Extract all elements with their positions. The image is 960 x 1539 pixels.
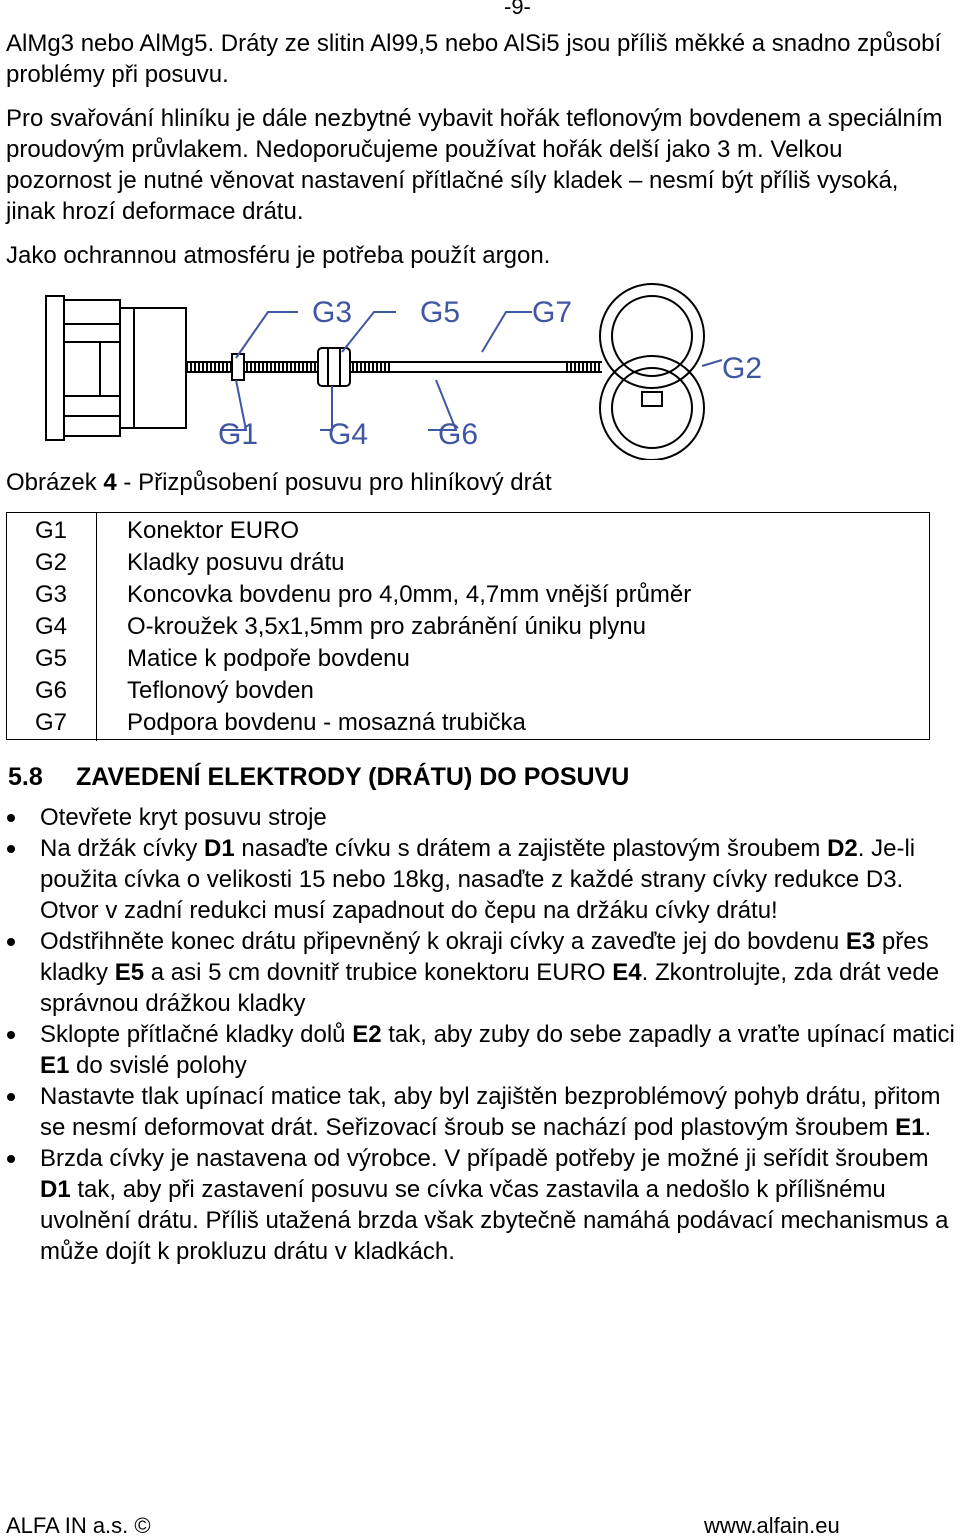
bullet-text: tak, aby zuby do sebe zapadly a vraťte upínací matici (381, 1021, 955, 1048)
section-number: 5.8 (8, 763, 43, 791)
feed-rollers-drawing (600, 284, 704, 460)
legend-row (6, 512, 930, 547)
legend-row (6, 611, 930, 643)
part-code: E1 (40, 1052, 70, 1079)
label-g1: G1 (218, 418, 259, 451)
bullet-text: do svislé polohy (69, 1052, 247, 1079)
instruction-list (0, 802, 960, 1267)
intro-paragraph-3: Jako ochrannou atmosféru je potřeba použít argon. (6, 242, 551, 269)
label-g3: G3 (312, 296, 353, 329)
label-g5: G5 (420, 296, 461, 329)
list-item (0, 1019, 955, 1081)
legend-description: O-kroužek 3,5x1,5mm pro zabránění úniku plynu (127, 613, 646, 640)
legend-description: Teflonový bovden (127, 677, 314, 704)
caption-prefix: Obrázek (6, 469, 104, 496)
bullet-text: a asi 5 cm dovnitř trubice konektoru EURO (144, 959, 613, 986)
legend-code: G5 (6, 643, 97, 675)
label-g7: G7 (532, 296, 573, 329)
bullet-text: Brzda cívky je nastavena od výrobce. V případě potřeby je možné ji seřídit šroubem (40, 1145, 929, 1172)
part-code: E3 (845, 928, 876, 955)
part-code: E1 (895, 1114, 925, 1141)
legend-row (6, 643, 930, 675)
legend-row (6, 675, 930, 707)
bullet-text: . (924, 1114, 932, 1141)
bullet-text: . Zkontrolujte, zda drát vede správnou drážkou kladky (40, 959, 940, 1017)
part-code: D1 (40, 1176, 71, 1203)
legend-description: Podpora bovdenu - mosazná trubička (127, 709, 526, 736)
bullet-text: Otevřete kryt posuvu stroje (40, 804, 327, 831)
legend-description: Konektor EURO (127, 517, 300, 544)
legend-row (6, 547, 930, 579)
legend-code: G6 (6, 675, 97, 707)
part-code: E5 (114, 959, 145, 986)
legend-code: G1 (6, 512, 97, 547)
legend-code: G2 (6, 547, 97, 579)
label-g2: G2 (722, 352, 763, 385)
section-title: ZAVEDENÍ ELEKTRODY (DRÁTU) DO POSUVU (76, 763, 630, 791)
part-code: D1 (204, 835, 235, 862)
bullet-text: nasaďte cívku s drátem a zajistěte plastovým šroubem (234, 835, 828, 862)
list-item (0, 926, 955, 1019)
legend-description: Matice k podpoře bovdenu (127, 645, 410, 672)
part-code: D2 (827, 835, 858, 862)
intro-paragraph-2: Pro svařování hliníku je dále nezbytné vybavit hořák teflonovým bovdenem a speciálním proudovým průvlakem. Nedoporučujeme používat hořák delší jako 3 m. Velkou pozornost je nutné věnovat nastavení přítlačné síly kladek – nesmí být příliš vysoká, jinak hrozí deformace drátu. (6, 105, 943, 225)
part-code: E2 (352, 1021, 382, 1048)
list-item (0, 802, 955, 833)
bullet-text: Odstřihněte konec drátu připevněný k okraji cívky a zaveďte jej do bovdenu (40, 928, 846, 955)
legend-table (6, 512, 930, 741)
legend-code: G4 (6, 611, 97, 643)
legend-row (6, 707, 930, 741)
wire-hose-drawing (186, 348, 602, 386)
list-item (0, 1143, 955, 1267)
label-g4: G4 (328, 418, 369, 451)
bullet-text: přes kladky (40, 928, 929, 986)
bullet-text: Na držák cívky (40, 835, 205, 862)
footer-website: www.alfain.eu (704, 1513, 840, 1538)
wire-feeder-diagram (36, 280, 776, 460)
legend-description: Koncovka bovdenu pro 4,0mm, 4,7mm vnější průměr (127, 581, 692, 608)
part-code: E4 (612, 959, 642, 986)
page-number: -9- (504, 0, 531, 19)
caption-text: - Přizpůsobení posuvu pro hliníkový drát (116, 469, 552, 496)
bullet-text: tak, aby při zastavení posuvu se cívka včas zastavila a nedošlo k přílišnému uvolnění drátu. Příliš utažená brzda však zbytečně namáhá podávací mechanismus a může dojít k prokluzu drátu v kladkách. (40, 1176, 949, 1265)
euro-connector-drawing (46, 296, 186, 440)
list-item (0, 833, 955, 926)
footer-company: ALFA IN a.s. © (6, 1513, 151, 1538)
legend-code: G3 (6, 579, 97, 611)
legend-description: Kladky posuvu drátu (127, 549, 345, 576)
legend-row (6, 579, 930, 611)
section-heading (8, 763, 629, 792)
figure-caption (6, 469, 552, 497)
bullet-text: Sklopte přítlačné kladky dolů (40, 1021, 353, 1048)
legend-code: G7 (6, 707, 97, 741)
bullet-text: Nastavte tlak upínací matice tak, aby byl zajištěn bezproblémový pohyb drátu, přitom se nesmí deformovat drát. Seřizovací šroub se nachází pod plastovým šroubem (40, 1083, 941, 1141)
caption-number: 4 (103, 469, 117, 496)
bullet-text: . Je-li použita cívka o velikosti 15 nebo 18kg, nasaďte z každé strany cívky redukce D3. Otvor v zadní redukci musí zapadnout do čepu na držáku cívky drátu! (40, 835, 916, 924)
intro-paragraph-1: AlMg3 nebo AlMg5. Dráty ze slitin Al99,5 nebo AlSi5 jsou příliš měkké a snadno způsobí problémy při posuvu. (6, 30, 942, 88)
list-item (0, 1081, 955, 1143)
label-g6: G6 (438, 418, 479, 451)
